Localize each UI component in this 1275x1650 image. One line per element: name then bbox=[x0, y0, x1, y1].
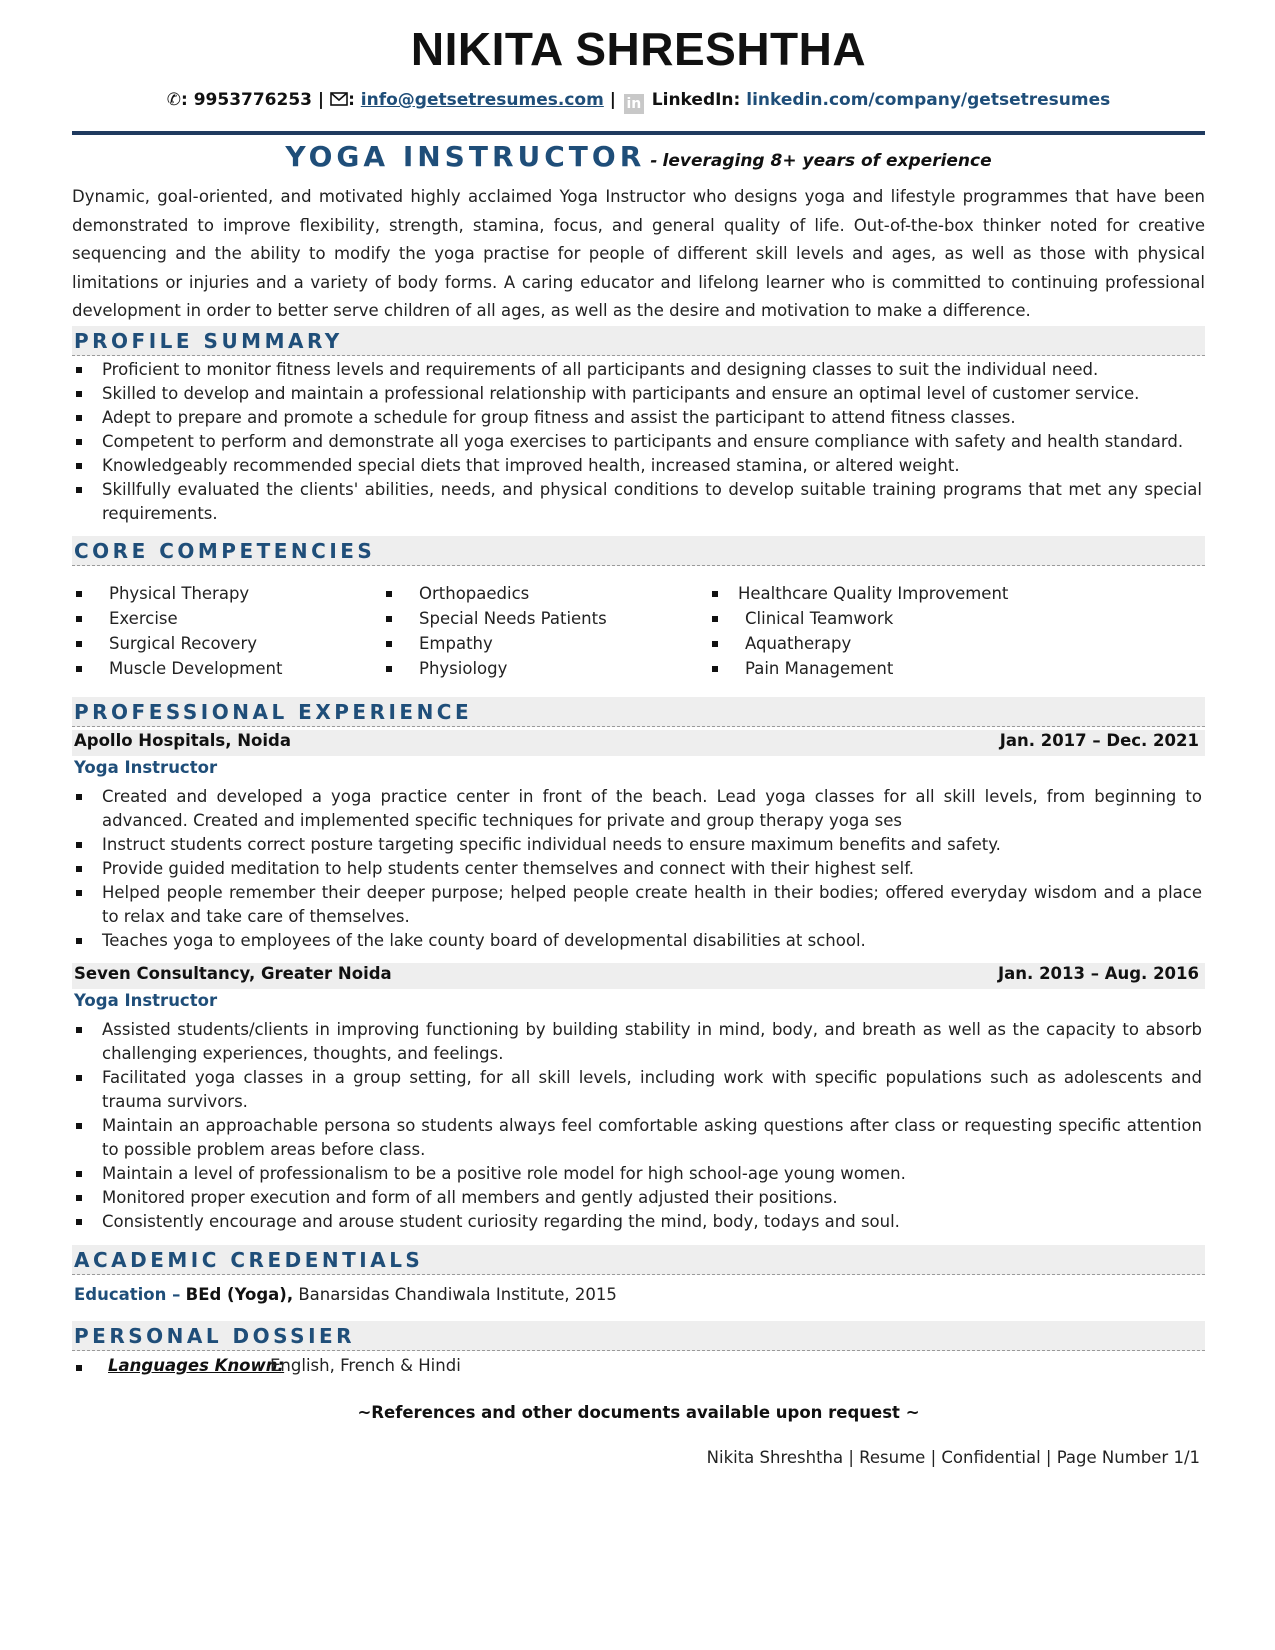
competency-item: Exercise bbox=[72, 607, 178, 631]
page-footer: Nikita Shreshtha | Resume | Confidential | Page Number 1/1 bbox=[706, 1448, 1200, 1467]
list-item: Consistently encourage and arouse student curiosity regarding the mind, body, todays and soul. bbox=[72, 1210, 1202, 1234]
competency-item: Muscle Development bbox=[72, 657, 282, 681]
references-note: ~References and other documents available upon request ~ bbox=[357, 1403, 920, 1422]
institute: Banarsidas Chandiwala Institute, 2015 bbox=[298, 1285, 617, 1304]
separator: | bbox=[317, 90, 325, 110]
competency-item: Pain Management bbox=[708, 657, 893, 681]
list-item: Helped people remember their deeper purpose; helped people create health in their bodies; offered everyday wisdom and a place to relax and take care of themselves. bbox=[72, 881, 1202, 929]
competency-item: Orthopaedics bbox=[382, 582, 529, 606]
section-title: ACADEMIC CREDENTIALS bbox=[74, 1248, 424, 1272]
competency-item: Surgical Recovery bbox=[72, 632, 257, 656]
education-line bbox=[74, 1285, 617, 1304]
separator: | bbox=[609, 90, 616, 110]
candidate-name: NIKITA SHRESHTHA bbox=[410, 23, 867, 75]
section-header-core-competencies bbox=[72, 536, 1205, 566]
header-divider bbox=[72, 131, 1205, 135]
languages-label: Languages Known: bbox=[108, 1356, 285, 1375]
competency-item: Healthcare Quality Improvement bbox=[708, 582, 1008, 606]
list-item: Created and developed a yoga practice center in front of the beach. Lead yoga classes for all skill levels, from beginning to advanced. Created and implemented specific techniques for private and group therapy yoga ses bbox=[72, 785, 1202, 833]
experience-tagline: leveraging 8+ years of experience bbox=[662, 151, 992, 171]
section-header-personal-dossier bbox=[72, 1321, 1205, 1351]
job-dates: Jan. 2017 – Dec. 2021 bbox=[999, 731, 1199, 750]
phone-number: ✆: 9953776253 bbox=[166, 90, 312, 110]
list-item: Teaches yoga to employees of the lake county board of developmental disabilities at school. bbox=[72, 929, 1202, 953]
linkedin-label: LinkedIn: bbox=[651, 90, 741, 110]
list-item: Maintain an approachable persona so students always feel comfortable asking questions after class or requesting specific attention to possible problem areas before class. bbox=[72, 1114, 1202, 1162]
summary-paragraph: Dynamic, goal-oriented, and motivated highly acclaimed Yoga Instructor who designs yoga and lifestyle programmes that have been demonstrated to improve flexibility, strength, stamina, focus, and general quality of life. Out-of-the-box thinker noted for creative sequencing and the ability to modify the yoga practise for people of different skill levels and ages, as well as those with physical limitations or injuries and a variety of body forms. A caring educator and lifelong learner who is committed to continuing professional development in order to better serve children of all ages, as well as the desire and motivation to make a difference. bbox=[72, 187, 1205, 320]
list-item: Assisted students/clients in improving functioning by building stability in mind, body, and breath as well as the capacity to absorb challenging experiences, thoughts, and feelings. bbox=[72, 1018, 1202, 1066]
competency-item: Clinical Teamwork bbox=[708, 607, 893, 631]
company-name: Apollo Hospitals, Noida bbox=[74, 731, 291, 750]
languages-value: English, French & Hindi bbox=[270, 1356, 461, 1375]
list-item: Knowledgeably recommended special diets that improved health, increased stamina, or altered weight. bbox=[72, 454, 1202, 478]
list-item: Adept to prepare and promote a schedule for group fitness and assist the participant to attend fitness classes. bbox=[72, 406, 1202, 430]
linkedin-icon: in bbox=[624, 94, 644, 114]
education-label: Education – bbox=[74, 1285, 181, 1304]
list-item: Competent to perform and demonstrate all yoga exercises to participants and ensure compliance with safety and health standard. bbox=[72, 430, 1202, 454]
competency-item: Special Needs Patients bbox=[382, 607, 607, 631]
linkedin-link[interactable]: linkedin.com/company/getsetresumes bbox=[746, 90, 1111, 110]
list-item: Facilitated yoga classes in a group setting, for all skill levels, including work with specific populations such as adolescents and trauma survivors. bbox=[72, 1066, 1202, 1114]
company-name: Seven Consultancy, Greater Noida bbox=[74, 964, 392, 983]
envelope-icon bbox=[330, 90, 348, 110]
section-header-academic-credentials bbox=[72, 1245, 1205, 1275]
job-role: Yoga Instructor bbox=[74, 758, 218, 777]
section-title: CORE COMPETENCIES bbox=[74, 539, 376, 563]
degree: BEd (Yoga), bbox=[185, 1285, 294, 1304]
competency-item: Empathy bbox=[382, 632, 493, 656]
section-title: PERSONAL DOSSIER bbox=[74, 1324, 356, 1348]
list-item: Maintain a level of professionalism to be a positive role model for high school-age young women. bbox=[72, 1162, 1202, 1186]
job-role: Yoga Instructor bbox=[74, 991, 218, 1010]
competencies-grid bbox=[72, 582, 1205, 682]
section-header-professional-experience bbox=[72, 697, 1205, 727]
competency-item: Physical Therapy bbox=[72, 582, 249, 606]
contact-line: ✆: 9953776253 | : info@getsetresumes.com | in LinkedIn: linkedin.com/company/getsetresumes bbox=[166, 90, 1111, 112]
headline bbox=[72, 140, 1205, 173]
section-title: PROFESSIONAL EXPERIENCE bbox=[74, 700, 473, 724]
email-link[interactable]: info@getsetresumes.com bbox=[360, 90, 604, 110]
list-item: Skilled to develop and maintain a professional relationship with participants and ensure an optimal level of customer service. bbox=[72, 382, 1202, 406]
job-header bbox=[72, 730, 1205, 756]
competency-item: Physiology bbox=[382, 657, 507, 681]
list-item: Provide guided meditation to help students center themselves and connect with their highest self. bbox=[72, 857, 1202, 881]
headline-dash: - bbox=[650, 151, 658, 171]
job-title: YOGA INSTRUCTOR bbox=[285, 140, 646, 173]
job-header bbox=[72, 963, 1205, 989]
job-dates: Jan. 2013 – Aug. 2016 bbox=[998, 964, 1199, 983]
list-item: Skillfully evaluated the clients' abilities, needs, and physical conditions to develop suitable training programs that met any special requirements. bbox=[72, 478, 1202, 526]
list-item: Proficient to monitor fitness levels and requirements of all participants and designing classes to suit the individual need. bbox=[72, 358, 1202, 382]
list-item: Monitored proper execution and form of all members and gently adjusted their positions. bbox=[72, 1186, 1202, 1210]
section-header-profile-summary bbox=[72, 326, 1205, 356]
competency-item: Aquatherapy bbox=[708, 632, 851, 656]
list-item: Instruct students correct posture targeting specific individual needs to ensure maximum benefits and safety. bbox=[72, 833, 1202, 857]
section-title: PROFILE SUMMARY bbox=[74, 329, 343, 353]
